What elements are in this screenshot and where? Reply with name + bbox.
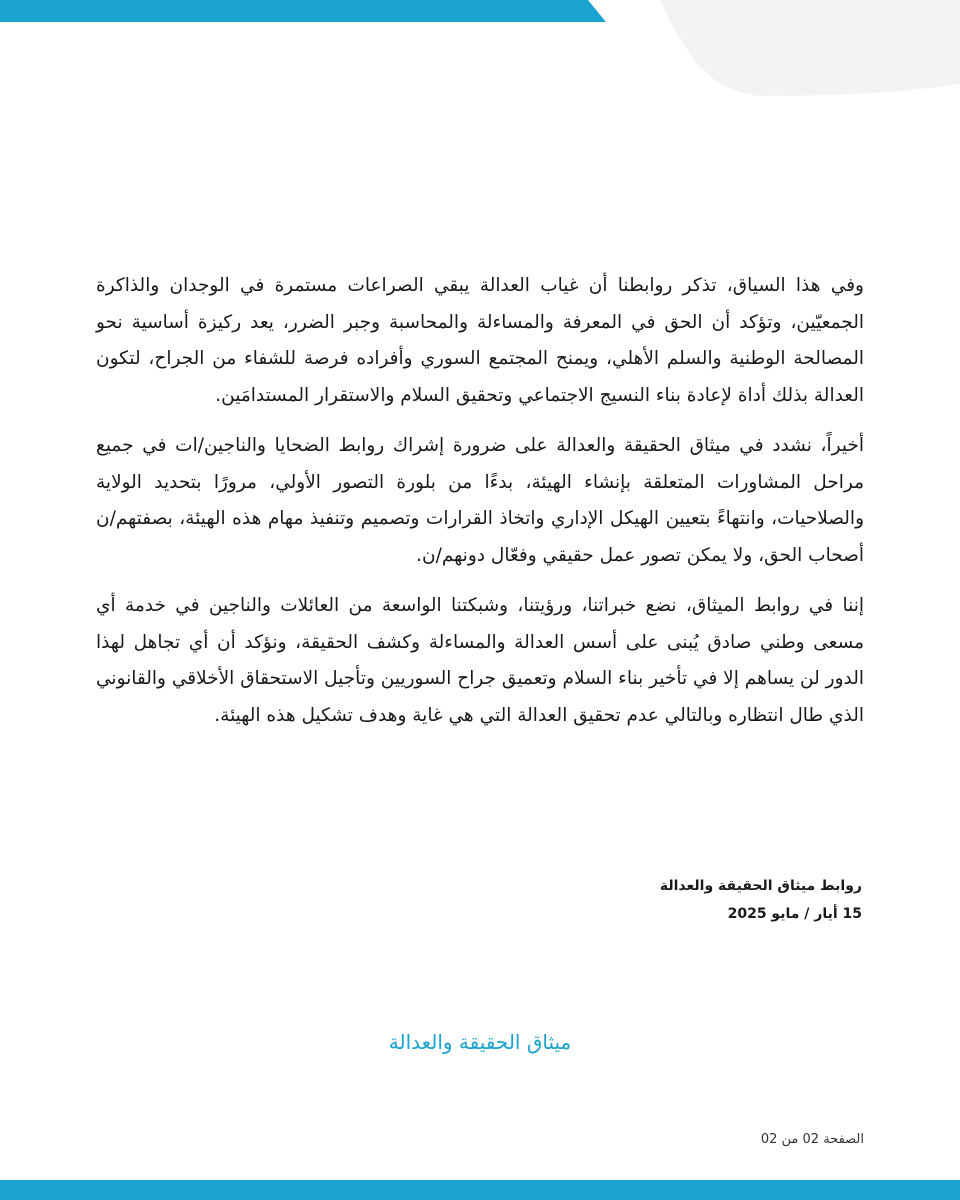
paragraph: وفي هذا السياق، تذكر روابطنا أن غياب العدالة يبقي الصراعات مستمرة في الوجدان والذاكرة الجمعيّين، وتؤكد أن الحق في المعرفة والمساءلة والمحاسبة وجبر الضرر، يعد ركيزة أساسية نحو المصالحة الوطنية والسلم الأهلي، ويمنح المجتمع السوري وأفراده فرصة للشفاء من الجراح، لتكون العدالة بذلك أداة لإعادة بناء النسيج الاجتماعي وتحقيق السلام والاستقرار المستدامَين.: [96, 275, 864, 406]
signature-date: 15 أيار / مايو 2025: [727, 906, 862, 922]
header-decoration: [0, 0, 960, 96]
page-number: الصفحة 02 من 02: [760, 1132, 864, 1147]
signature-organization: روابط ميثاق الحقيقة والعدالة: [659, 878, 862, 894]
header-blue-band: [0, 0, 606, 22]
letter-body: [96, 268, 864, 748]
paragraph: إننا في روابط الميثاق، نضع خبراتنا، ورؤيتنا، وشبكتنا الواسعة من العائلات والناجين في خدمة أي مسعى وطني صادق يُبنى على أسس العدالة والمساءلة وكشف الحقيقة، ونؤكد أن أي تجاهل لهذا الدور لن يساهم إلا في تأخير بناء السلام وتعميق جراح السوريين وتأجيل الاستحقاق الأخلاقي والقانوني الذي طال انتظاره وبالتالي عدم تحقيق العدالة التي هي غاية وهدف تشكيل هذه الهيئة.: [96, 595, 864, 726]
header-gray-swoosh: [660, 0, 960, 96]
paragraph: أخيراً، نشدد في ميثاق الحقيقة والعدالة على ضرورة إشراك روابط الضحايا والناجين/ات في جميع مراحل المشاورات المتعلقة بإنشاء الهيئة، بدءًا من بلورة التصور الأولي، مرورًا بتحديد الولاية والصلاحيات، وانتهاءً بتعيين الهيكل الإداري واتخاذ القرارات وتصميم وتنفيذ مهام هذه الهيئة، بصفتهم/ن أصحاب الحق، ولا يمكن تصور عمل حقيقي وفعّال دونهم/ن.: [96, 435, 864, 566]
footer-blue-bar: [0, 1180, 960, 1200]
footer-brand-name: ميثاق الحقيقة والعدالة: [388, 1030, 572, 1054]
signature-block: [660, 872, 862, 928]
